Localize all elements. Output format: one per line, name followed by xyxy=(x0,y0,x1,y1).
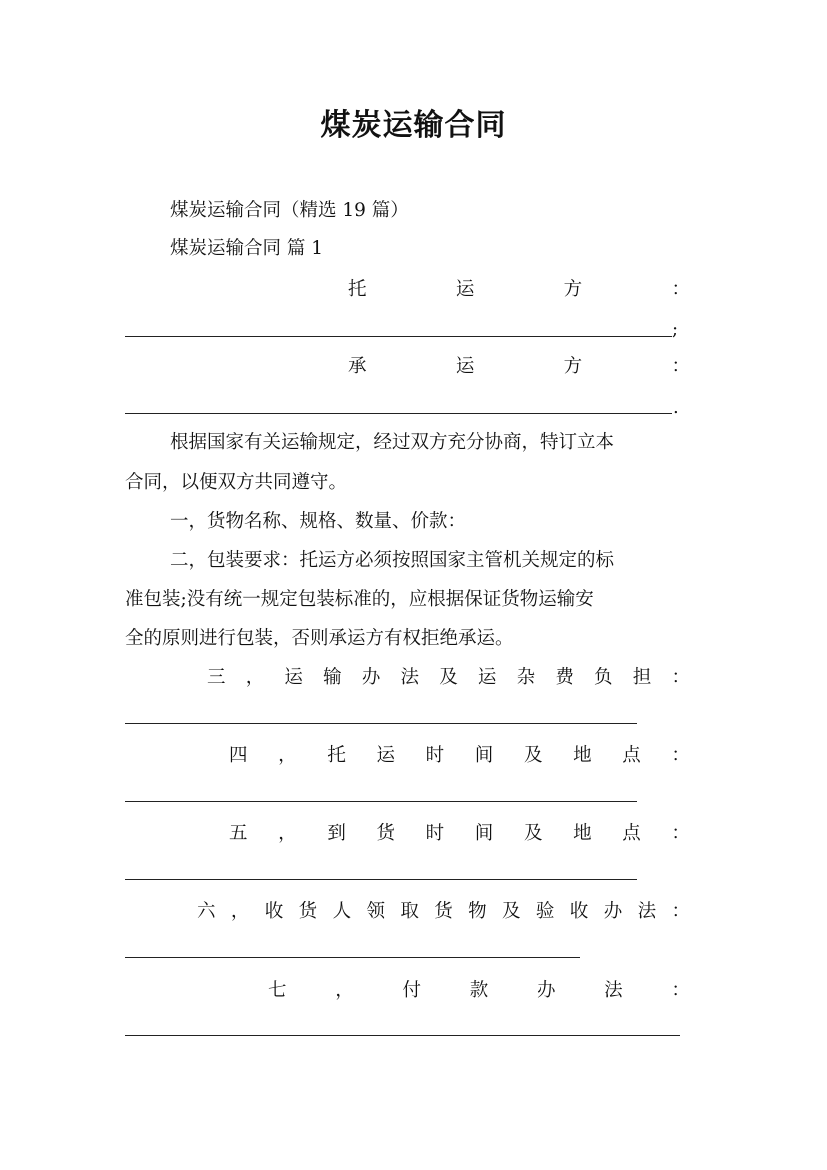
clause-char: 点 xyxy=(622,823,641,844)
clause-char: 货 xyxy=(434,901,453,922)
clause-char: 办 xyxy=(361,667,381,688)
carrier-char: ： xyxy=(671,356,690,377)
clause-char: 运 xyxy=(376,745,395,766)
clause-char: 取 xyxy=(400,901,419,922)
clause-char: ： xyxy=(671,980,690,1001)
shipper-blank-line xyxy=(125,336,672,337)
clause-char: 及 xyxy=(523,823,543,844)
carrier-char: 方 xyxy=(563,356,583,377)
clause-5-label xyxy=(229,821,690,847)
paragraph-line: 根据国家有关运输规定，经过双方充分协商，特订立本 xyxy=(170,432,615,453)
clause-1: 一，货物名称、规格、数量、价款： xyxy=(170,511,467,532)
carrier-blank-line xyxy=(125,413,672,414)
paragraph-line: 合同，以便双方共同遵守。 xyxy=(125,472,348,493)
clause-char: ： xyxy=(671,823,690,844)
clause-char: 运 xyxy=(477,667,497,688)
clause-char: 时 xyxy=(425,745,445,766)
clause-char: 收 xyxy=(264,901,284,922)
clause-char: 物 xyxy=(468,901,487,922)
shipper-end-mark: ; xyxy=(672,319,679,340)
clause-char: 三 xyxy=(207,667,226,688)
clause-char: 货 xyxy=(376,823,395,844)
clause-4-label xyxy=(229,743,690,769)
clause-char: 付 xyxy=(402,980,421,1001)
clause-char: ， xyxy=(278,745,297,766)
shipper-char: 托 xyxy=(348,279,367,300)
clause-char: 四 xyxy=(229,745,248,766)
clause-char: ， xyxy=(278,823,297,844)
clause-char: ： xyxy=(671,745,690,766)
clause-char: 及 xyxy=(439,667,458,688)
shipper-label xyxy=(348,277,690,303)
section-heading: 煤炭运输合同 篇 1 xyxy=(170,238,324,259)
clause-char: 杂 xyxy=(516,667,536,688)
clause-char: 人 xyxy=(332,901,352,922)
shipper-char: 运 xyxy=(455,279,475,300)
clause-7-label xyxy=(268,978,690,1004)
clause-char: 地 xyxy=(573,823,592,844)
clause-char: 收 xyxy=(569,901,589,922)
clause-5-blank-line xyxy=(125,879,637,880)
clause-char: 点 xyxy=(622,745,641,766)
clause-char: 款 xyxy=(469,980,489,1001)
clause-char: 费 xyxy=(555,667,574,688)
clause-char: 货 xyxy=(298,901,318,922)
clause-6-label xyxy=(197,899,690,925)
clause-char: 负 xyxy=(594,667,613,688)
clause-char: 输 xyxy=(323,667,342,688)
clause-2-line: 准包装;没有统一规定包装标准的，应根据保证货物运输安 xyxy=(125,589,594,610)
document-title: 煤炭运输合同 xyxy=(320,108,507,143)
clause-3-blank-line xyxy=(125,723,637,724)
clause-char: ： xyxy=(671,667,690,688)
clause-char: 地 xyxy=(573,745,592,766)
clause-2-line: 全的原则进行包装，否则承运方有权拒绝承运。 xyxy=(125,628,514,649)
clause-char: ， xyxy=(335,980,354,1001)
clause-char: 托 xyxy=(327,745,346,766)
clause-char: 办 xyxy=(603,901,623,922)
clause-char: 办 xyxy=(536,980,556,1001)
clause-char: ： xyxy=(671,901,690,922)
clause-char: 法 xyxy=(637,901,657,922)
clause-char: 间 xyxy=(474,745,494,766)
clause-char: 七 xyxy=(268,980,287,1001)
clause-char: 领 xyxy=(366,901,385,922)
clause-char: 六 xyxy=(197,901,216,922)
clause-char: 验 xyxy=(535,901,555,922)
clause-char: 时 xyxy=(425,823,445,844)
clause-char: 担 xyxy=(632,667,652,688)
clause-char: 法 xyxy=(400,667,420,688)
clause-char: 到 xyxy=(327,823,346,844)
clause-2-line: 二，包装要求：托运方必须按照国家主管机关规定的标 xyxy=(170,550,615,571)
clause-3-label xyxy=(207,665,690,691)
clause-char: 五 xyxy=(229,823,248,844)
shipper-char: 方 xyxy=(563,279,583,300)
clause-char: 间 xyxy=(474,823,494,844)
carrier-char: 承 xyxy=(348,356,367,377)
carrier-label xyxy=(348,354,690,380)
clause-char: 运 xyxy=(284,667,303,688)
carrier-end-mark: . xyxy=(673,397,679,418)
clause-6-blank-line xyxy=(125,957,580,958)
clause-4-blank-line xyxy=(125,801,637,802)
carrier-char: 运 xyxy=(455,356,475,377)
clause-char: ， xyxy=(230,901,250,922)
subtitle: 煤炭运输合同（精选 19 篇） xyxy=(170,200,409,221)
clause-char: 及 xyxy=(502,901,521,922)
clause-7-blank-line xyxy=(125,1035,680,1036)
clause-char: ， xyxy=(245,667,265,688)
shipper-char: ： xyxy=(671,279,690,300)
clause-char: 及 xyxy=(523,745,543,766)
clause-char: 法 xyxy=(604,980,623,1001)
